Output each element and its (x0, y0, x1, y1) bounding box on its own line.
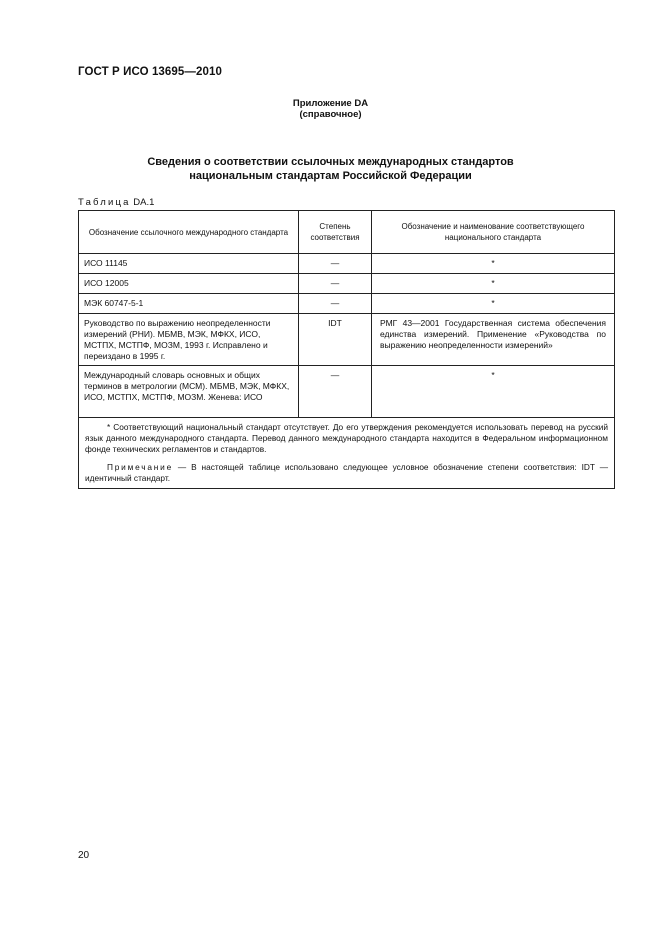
cell-national: * (372, 294, 615, 314)
cell-reference: ИСО 11145 (79, 254, 299, 274)
table-footnote: * Соответствующий национальный стандарт отсутствует. До его утверждения рекомендуется использовать перевод на русский язык данного международного стандарта. Перевод данного международного стандарта находится в Федеральном информационном фонде технических регламентов и стандартов. (85, 422, 608, 454)
section-title-line-2: национальным стандартам Российской Федерации (189, 170, 472, 182)
cell-national: * (372, 274, 615, 294)
cell-degree: — (299, 294, 372, 314)
table-row (79, 254, 615, 274)
cell-degree: — (299, 254, 372, 274)
annex-heading (0, 98, 661, 120)
document-header: ГОСТ Р ИСО 13695—2010 (78, 66, 223, 78)
cell-degree: IDT (299, 314, 372, 366)
cell-reference: Руководство по выражению неопределенности измерений (РНИ). МБМВ, МЭК, МФКХ, ИСО, МСТПХ, МСТПФ, МОЗМ, 1993 г. Исправлено и переиздано в 1995 г. (79, 314, 299, 366)
cell-degree: — (299, 366, 372, 418)
column-header-degree: Степень соответствия (299, 211, 372, 254)
cell-degree: — (299, 274, 372, 294)
table-row (79, 294, 615, 314)
cell-national: РМГ 43—2001 Государственная система обеспечения единства измерений. Применение «Руководства по выражению неопределенности измерений» (372, 314, 615, 366)
table-notes (79, 418, 615, 489)
table-notes-row (79, 418, 615, 489)
cell-reference: МЭК 60747-5-1 (79, 294, 299, 314)
table-header-row (79, 211, 615, 254)
annex-title: Приложение DA (292, 98, 369, 109)
table-row (79, 366, 615, 418)
table-row (79, 314, 615, 366)
page-number: 20 (78, 850, 90, 861)
cell-national: * (372, 254, 615, 274)
note-text: — В настоящей таблице использовано следующее условное обозначение степени соответствия: IDT — идентичный стандарт. (85, 462, 608, 483)
cell-national: * (372, 366, 615, 418)
table-label-id: DA.1 (130, 197, 155, 208)
table-row (79, 274, 615, 294)
table-note (85, 462, 608, 484)
table-label (78, 197, 154, 208)
section-title-line-1: Сведения о соответствии ссылочных международных стандартов (147, 156, 514, 168)
annex-type: (справочное) (299, 109, 362, 120)
correspondence-table (78, 210, 615, 489)
cell-reference: Международный словарь основных и общих терминов в метрологии (МСМ). МБМВ, МЭК, МФКХ, ИСО, МСТПХ, МСТПФ, МОЗМ. Женева: ИСО (79, 366, 299, 418)
note-label: Примечание (107, 462, 174, 472)
section-title (0, 155, 661, 183)
table-label-word: Таблица (78, 197, 131, 208)
column-header-reference: Обозначение ссылочного международного стандарта (79, 211, 299, 254)
column-header-national: Обозначение и наименование соответствующего национального стандарта (372, 211, 615, 254)
cell-reference: ИСО 12005 (79, 274, 299, 294)
